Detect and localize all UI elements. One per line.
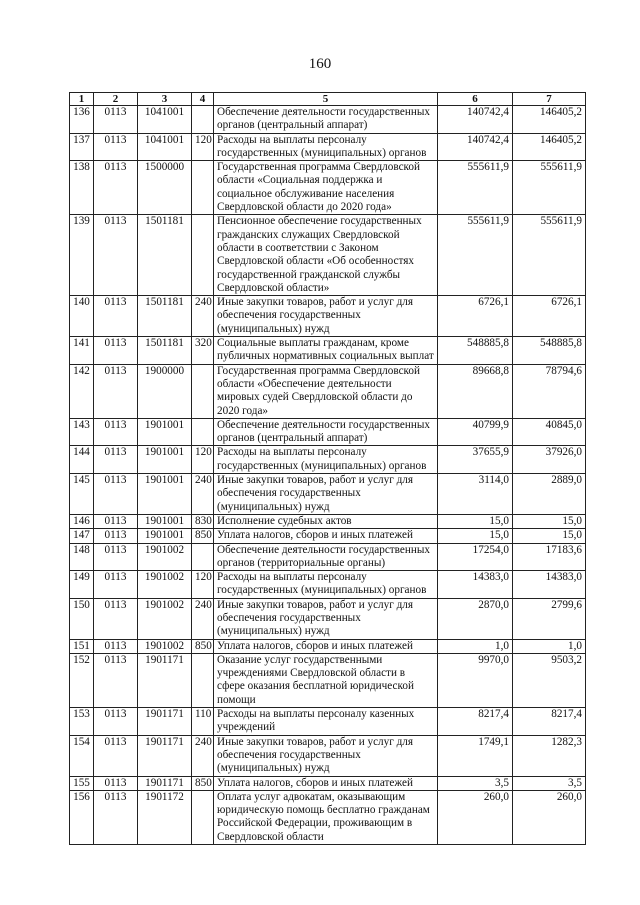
row-number-cell: 145: [70, 474, 94, 515]
section-code-cell: 0113: [94, 337, 138, 365]
amount-col7-cell: 15,0: [513, 514, 586, 528]
section-code-cell: 0113: [94, 639, 138, 653]
target-code-cell: 1901001: [138, 446, 192, 474]
description-cell: Обеспечение деятельности государственных органов (центральный аппарат): [214, 106, 438, 134]
expense-kind-cell: [192, 161, 214, 215]
target-code-cell: 1041001: [138, 133, 192, 161]
description-cell: Уплата налогов, сборов и иных платежей: [214, 639, 438, 653]
row-number-cell: 151: [70, 639, 94, 653]
section-code-cell: 0113: [94, 161, 138, 215]
amount-col7-cell: 3,5: [513, 776, 586, 790]
section-code-cell: 0113: [94, 543, 138, 571]
table-row: [70, 215, 586, 296]
table-row: [70, 639, 586, 653]
row-number-cell: 150: [70, 598, 94, 639]
amount-col7-cell: 6726,1: [513, 296, 586, 337]
row-number-cell: 140: [70, 296, 94, 337]
amount-col6-cell: 140742,4: [438, 106, 513, 134]
description-cell: Уплата налогов, сборов и иных платежей: [214, 776, 438, 790]
row-number-cell: 142: [70, 364, 94, 418]
row-number-cell: 141: [70, 337, 94, 365]
amount-col7-cell: 1,0: [513, 639, 586, 653]
amount-col7-cell: 40845,0: [513, 418, 586, 446]
table-row: [70, 446, 586, 474]
row-number-cell: 144: [70, 446, 94, 474]
section-code-cell: 0113: [94, 296, 138, 337]
row-number-cell: 153: [70, 708, 94, 736]
table-body: [70, 106, 586, 845]
budget-table: [69, 92, 586, 845]
target-code-cell: 1901002: [138, 598, 192, 639]
table-row: [70, 337, 586, 365]
section-code-cell: 0113: [94, 418, 138, 446]
description-cell: Расходы на выплаты персоналу государственных (муниципальных) органов: [214, 571, 438, 599]
amount-col6-cell: 3114,0: [438, 474, 513, 515]
header-cell-5: 5: [214, 93, 438, 106]
expense-kind-cell: 850: [192, 776, 214, 790]
description-cell: Социальные выплаты гражданам, кроме публичных нормативных социальных выплат: [214, 337, 438, 365]
header-cell-4: 4: [192, 93, 214, 106]
amount-col6-cell: 140742,4: [438, 133, 513, 161]
target-code-cell: 1901002: [138, 639, 192, 653]
table-row: [70, 529, 586, 543]
section-code-cell: 0113: [94, 735, 138, 776]
table-row: [70, 571, 586, 599]
row-number-cell: 143: [70, 418, 94, 446]
amount-col7-cell: 260,0: [513, 790, 586, 844]
section-code-cell: 0113: [94, 653, 138, 707]
description-cell: Обеспечение деятельности государственных органов (территориальные органы): [214, 543, 438, 571]
expense-kind-cell: 120: [192, 571, 214, 599]
target-code-cell: 1901171: [138, 653, 192, 707]
table-row: [70, 364, 586, 418]
amount-col6-cell: 555611,9: [438, 215, 513, 296]
amount-col6-cell: 1749,1: [438, 735, 513, 776]
amount-col7-cell: 2889,0: [513, 474, 586, 515]
amount-col7-cell: 146405,2: [513, 106, 586, 134]
amount-col7-cell: 9503,2: [513, 653, 586, 707]
expense-kind-cell: [192, 543, 214, 571]
row-number-cell: 148: [70, 543, 94, 571]
description-cell: Иные закупки товаров, работ и услуг для обеспечения государственных (муниципальных) нужд: [214, 474, 438, 515]
row-number-cell: 139: [70, 215, 94, 296]
table-header: [70, 93, 586, 106]
expense-kind-cell: [192, 106, 214, 134]
amount-col6-cell: 15,0: [438, 514, 513, 528]
header-cell-7: 7: [513, 93, 586, 106]
expense-kind-cell: 240: [192, 296, 214, 337]
description-cell: Государственная программа Свердловской области «Социальная поддержка и социальное обслуживание населения Свердловской области до 2020 года»: [214, 161, 438, 215]
target-code-cell: 1901171: [138, 776, 192, 790]
section-code-cell: 0113: [94, 514, 138, 528]
description-cell: Обеспечение деятельности государственных органов (центральный аппарат): [214, 418, 438, 446]
row-number-cell: 149: [70, 571, 94, 599]
expense-kind-cell: 830: [192, 514, 214, 528]
table-row: [70, 296, 586, 337]
target-code-cell: 1901002: [138, 543, 192, 571]
amount-col6-cell: 40799,9: [438, 418, 513, 446]
table-row: [70, 776, 586, 790]
amount-col6-cell: 37655,9: [438, 446, 513, 474]
target-code-cell: 1901001: [138, 418, 192, 446]
amount-col7-cell: 555611,9: [513, 161, 586, 215]
amount-col7-cell: 555611,9: [513, 215, 586, 296]
target-code-cell: 1901002: [138, 571, 192, 599]
header-cell-2: 2: [94, 93, 138, 106]
amount-col6-cell: 260,0: [438, 790, 513, 844]
target-code-cell: 1901001: [138, 514, 192, 528]
section-code-cell: 0113: [94, 598, 138, 639]
amount-col6-cell: 89668,8: [438, 364, 513, 418]
expense-kind-cell: 120: [192, 446, 214, 474]
amount-col7-cell: 17183,6: [513, 543, 586, 571]
amount-col6-cell: 6726,1: [438, 296, 513, 337]
expense-kind-cell: 120: [192, 133, 214, 161]
table-row: [70, 161, 586, 215]
description-cell: Исполнение судебных актов: [214, 514, 438, 528]
table-row: [70, 514, 586, 528]
page-number: 160: [308, 56, 332, 72]
row-number-cell: 146: [70, 514, 94, 528]
amount-col6-cell: 15,0: [438, 529, 513, 543]
table-row: [70, 790, 586, 844]
section-code-cell: 0113: [94, 776, 138, 790]
row-number-cell: 155: [70, 776, 94, 790]
amount-col7-cell: 2799,6: [513, 598, 586, 639]
expense-kind-cell: 110: [192, 708, 214, 736]
section-code-cell: 0113: [94, 446, 138, 474]
table-row: [70, 598, 586, 639]
amount-col6-cell: 555611,9: [438, 161, 513, 215]
amount-col7-cell: 548885,8: [513, 337, 586, 365]
row-number-cell: 156: [70, 790, 94, 844]
row-number-cell: 138: [70, 161, 94, 215]
section-code-cell: 0113: [94, 106, 138, 134]
target-code-cell: 1501181: [138, 296, 192, 337]
target-code-cell: 1901171: [138, 735, 192, 776]
table-row: [70, 735, 586, 776]
amount-col7-cell: 37926,0: [513, 446, 586, 474]
description-cell: Иные закупки товаров, работ и услуг для обеспечения государственных (муниципальных) нужд: [214, 735, 438, 776]
target-code-cell: 1041001: [138, 106, 192, 134]
description-cell: Оказание услуг государственными учреждениями Свердловской области в сфере оказания бесплатной юридической помощи: [214, 653, 438, 707]
amount-col7-cell: 1282,3: [513, 735, 586, 776]
target-code-cell: 1901001: [138, 474, 192, 515]
expense-kind-cell: 240: [192, 735, 214, 776]
expense-kind-cell: 320: [192, 337, 214, 365]
description-cell: Расходы на выплаты персоналу казенных учреждений: [214, 708, 438, 736]
table-row: [70, 418, 586, 446]
description-cell: Расходы на выплаты персоналу государственных (муниципальных) органов: [214, 133, 438, 161]
amount-col6-cell: 1,0: [438, 639, 513, 653]
amount-col6-cell: 2870,0: [438, 598, 513, 639]
description-cell: Государственная программа Свердловской области «Обеспечение деятельности мировых судей Свердловской области до 2020 года»: [214, 364, 438, 418]
header-row: [70, 93, 586, 106]
table-row: [70, 653, 586, 707]
target-code-cell: 1901001: [138, 529, 192, 543]
header-cell-6: 6: [438, 93, 513, 106]
table-row: [70, 106, 586, 134]
section-code-cell: 0113: [94, 790, 138, 844]
description-cell: Пенсионное обеспечение государственных гражданских служащих Свердловской области в соответствии с Законом Свердловской области «Об особенностях государственной гражданской службы Свердловской области»: [214, 215, 438, 296]
row-number-cell: 154: [70, 735, 94, 776]
expense-kind-cell: [192, 418, 214, 446]
section-code-cell: 0113: [94, 133, 138, 161]
description-cell: Оплата услуг адвокатам, оказывающим юридическую помощь бесплатно гражданам Российской Федерации, проживающим в Свердловской области: [214, 790, 438, 844]
target-code-cell: 1501181: [138, 337, 192, 365]
row-number-cell: 137: [70, 133, 94, 161]
expense-kind-cell: 850: [192, 639, 214, 653]
amount-col7-cell: 14383,0: [513, 571, 586, 599]
table-row: [70, 133, 586, 161]
row-number-cell: 152: [70, 653, 94, 707]
header-cell-3: 3: [138, 93, 192, 106]
section-code-cell: 0113: [94, 708, 138, 736]
target-code-cell: 1901172: [138, 790, 192, 844]
expense-kind-cell: [192, 364, 214, 418]
description-cell: Расходы на выплаты персоналу государственных (муниципальных) органов: [214, 446, 438, 474]
amount-col7-cell: 15,0: [513, 529, 586, 543]
target-code-cell: 1500000: [138, 161, 192, 215]
expense-kind-cell: [192, 653, 214, 707]
row-number-cell: 136: [70, 106, 94, 134]
table-row: [70, 543, 586, 571]
header-cell-1: 1: [70, 93, 94, 106]
description-cell: Уплата налогов, сборов и иных платежей: [214, 529, 438, 543]
expense-kind-cell: 240: [192, 474, 214, 515]
description-cell: Иные закупки товаров, работ и услуг для обеспечения государственных (муниципальных) нужд: [214, 598, 438, 639]
table-row: [70, 708, 586, 736]
target-code-cell: 1900000: [138, 364, 192, 418]
expense-kind-cell: [192, 790, 214, 844]
section-code-cell: 0113: [94, 364, 138, 418]
section-code-cell: 0113: [94, 215, 138, 296]
amount-col7-cell: 8217,4: [513, 708, 586, 736]
amount-col7-cell: 146405,2: [513, 133, 586, 161]
table-row: [70, 474, 586, 515]
section-code-cell: 0113: [94, 474, 138, 515]
amount-col6-cell: 3,5: [438, 776, 513, 790]
section-code-cell: 0113: [94, 571, 138, 599]
expense-kind-cell: [192, 215, 214, 296]
expense-kind-cell: 240: [192, 598, 214, 639]
description-cell: Иные закупки товаров, работ и услуг для обеспечения государственных (муниципальных) нужд: [214, 296, 438, 337]
amount-col6-cell: 9970,0: [438, 653, 513, 707]
expense-kind-cell: 850: [192, 529, 214, 543]
amount-col6-cell: 548885,8: [438, 337, 513, 365]
target-code-cell: 1901171: [138, 708, 192, 736]
amount-col6-cell: 17254,0: [438, 543, 513, 571]
amount-col6-cell: 14383,0: [438, 571, 513, 599]
target-code-cell: 1501181: [138, 215, 192, 296]
row-number-cell: 147: [70, 529, 94, 543]
amount-col7-cell: 78794,6: [513, 364, 586, 418]
section-code-cell: 0113: [94, 529, 138, 543]
amount-col6-cell: 8217,4: [438, 708, 513, 736]
